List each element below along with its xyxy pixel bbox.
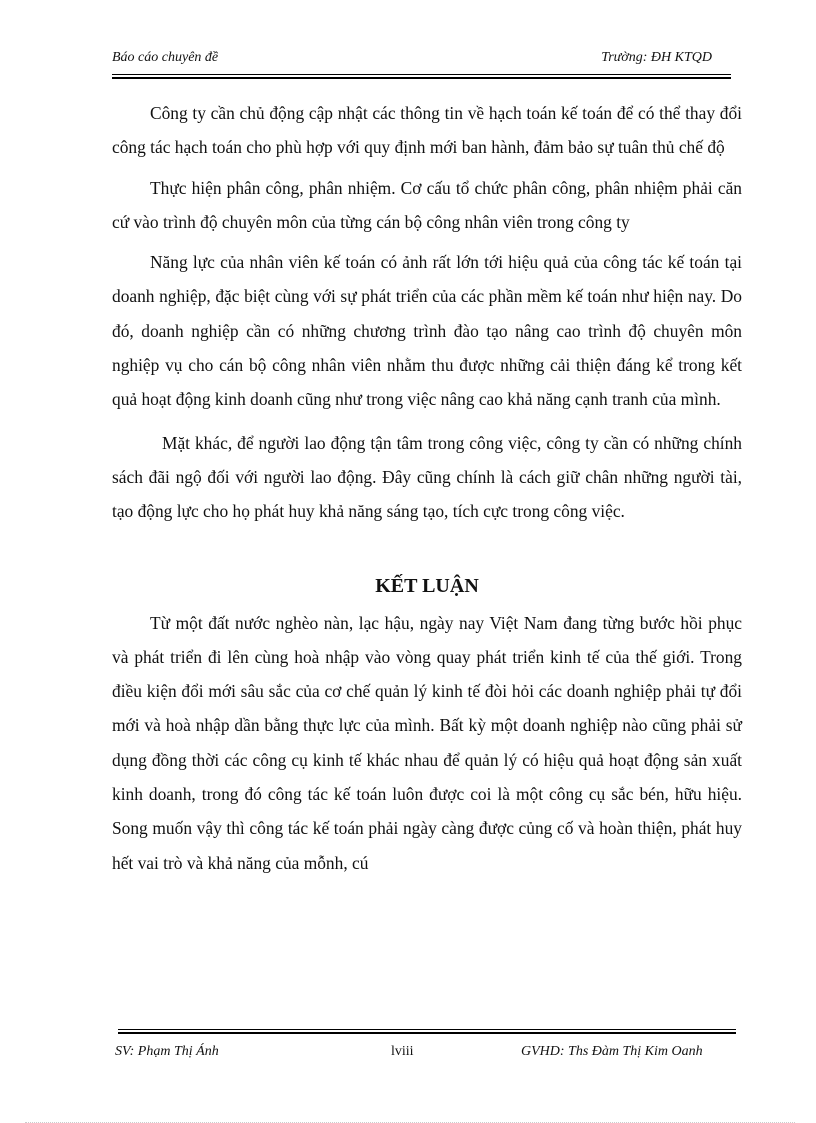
paragraph-conclusion: Từ một đất nước nghèo nàn, lạc hậu, ngày nay Việt Nam đang từng bước hồi phục và phát triển đi lên cùng hoà nhập vào vòng quay phát triển kinh tế của thế giới. Trong điều kiện đổi mới sâu sắc của cơ chế quản lý kinh tế đòi hỏi các doanh nghiệp phải tự đổi mới và hoà nhập dần bằng thực lực của mình. Bất kỳ một doanh nghiệp nào cũng phải sử dụng đồng thời các công cụ kinh tế khác nhau để quản lý có hiệu quả hoạt động sản xuất kinh doanh, trong đó công tác kế toán luôn được coi là một công cụ sắc bén, hữu hiệu. Song muốn vậy thì công tác kế toán phải ngày càng được củng cố và hoàn thiện, phát huy hết vai trò và khả năng của mỗnh, cú	[112, 612, 742, 873]
advisor-name: GVHD: Ths Đàm Thị Kim Oanh	[521, 1044, 703, 1059]
paragraph-staff-capacity: Năng lực của nhân viên kế toán có ảnh rất lớn tới hiệu quả của công tác kế toán tại doanh nghiệp, đặc biệt cùng với sự phát triển của các phần mềm kế toán như hiện nay. Do đó, doanh nghiệp cần có những chương trình đào tạo nâng cao trình độ chuyên môn nghiệp vụ cho cán bộ công nhân viên nhằm thu được những cải thiện đáng kể trong kết quả hoạt động kinh doanh cũng như trong việc nâng cao khả năng cạnh tranh của mình.	[112, 252, 742, 410]
conclusion-heading: KẾT LUẬN	[375, 574, 479, 597]
paragraph-update-info: Công ty cần chủ động cập nhật các thông tin về hạch toán kế toán để có thể thay đổi công tác hạch toán cho phù hợp với quy định mới ban hành, đảm bảo sự tuân thủ chế độ	[112, 103, 742, 158]
page-content	[112, 96, 742, 880]
footer-rule-thin	[118, 1029, 736, 1030]
student-name: SV: Phạm Thị Ánh	[115, 1044, 219, 1059]
school-name: Trường: ĐH KTQD	[601, 50, 712, 65]
footer-rule-thick	[118, 1032, 736, 1034]
report-title: Báo cáo chuyên đề	[112, 50, 219, 65]
page-number: lviii	[391, 1044, 414, 1059]
page-header	[112, 50, 732, 80]
header-rule-thin	[112, 74, 731, 75]
paragraph-assignment: Thực hiện phân công, phân nhiệm. Cơ cấu tổ chức phân công, phân nhiệm phải căn cứ vào trình độ chuyên môn của từng cán bộ công nhân viên trong công ty	[112, 177, 742, 232]
header-rule-thick	[112, 77, 731, 79]
paragraph-incentives: Mặt khác, để người lao động tận tâm trong công việc, công ty cần có những chính sách đãi ngộ đối với người lao động. Đây cũng chính là cách giữ chân những người tài, tạo động lực cho họ phát huy khả năng sáng tạo, tích cực trong công việc.	[112, 432, 742, 522]
